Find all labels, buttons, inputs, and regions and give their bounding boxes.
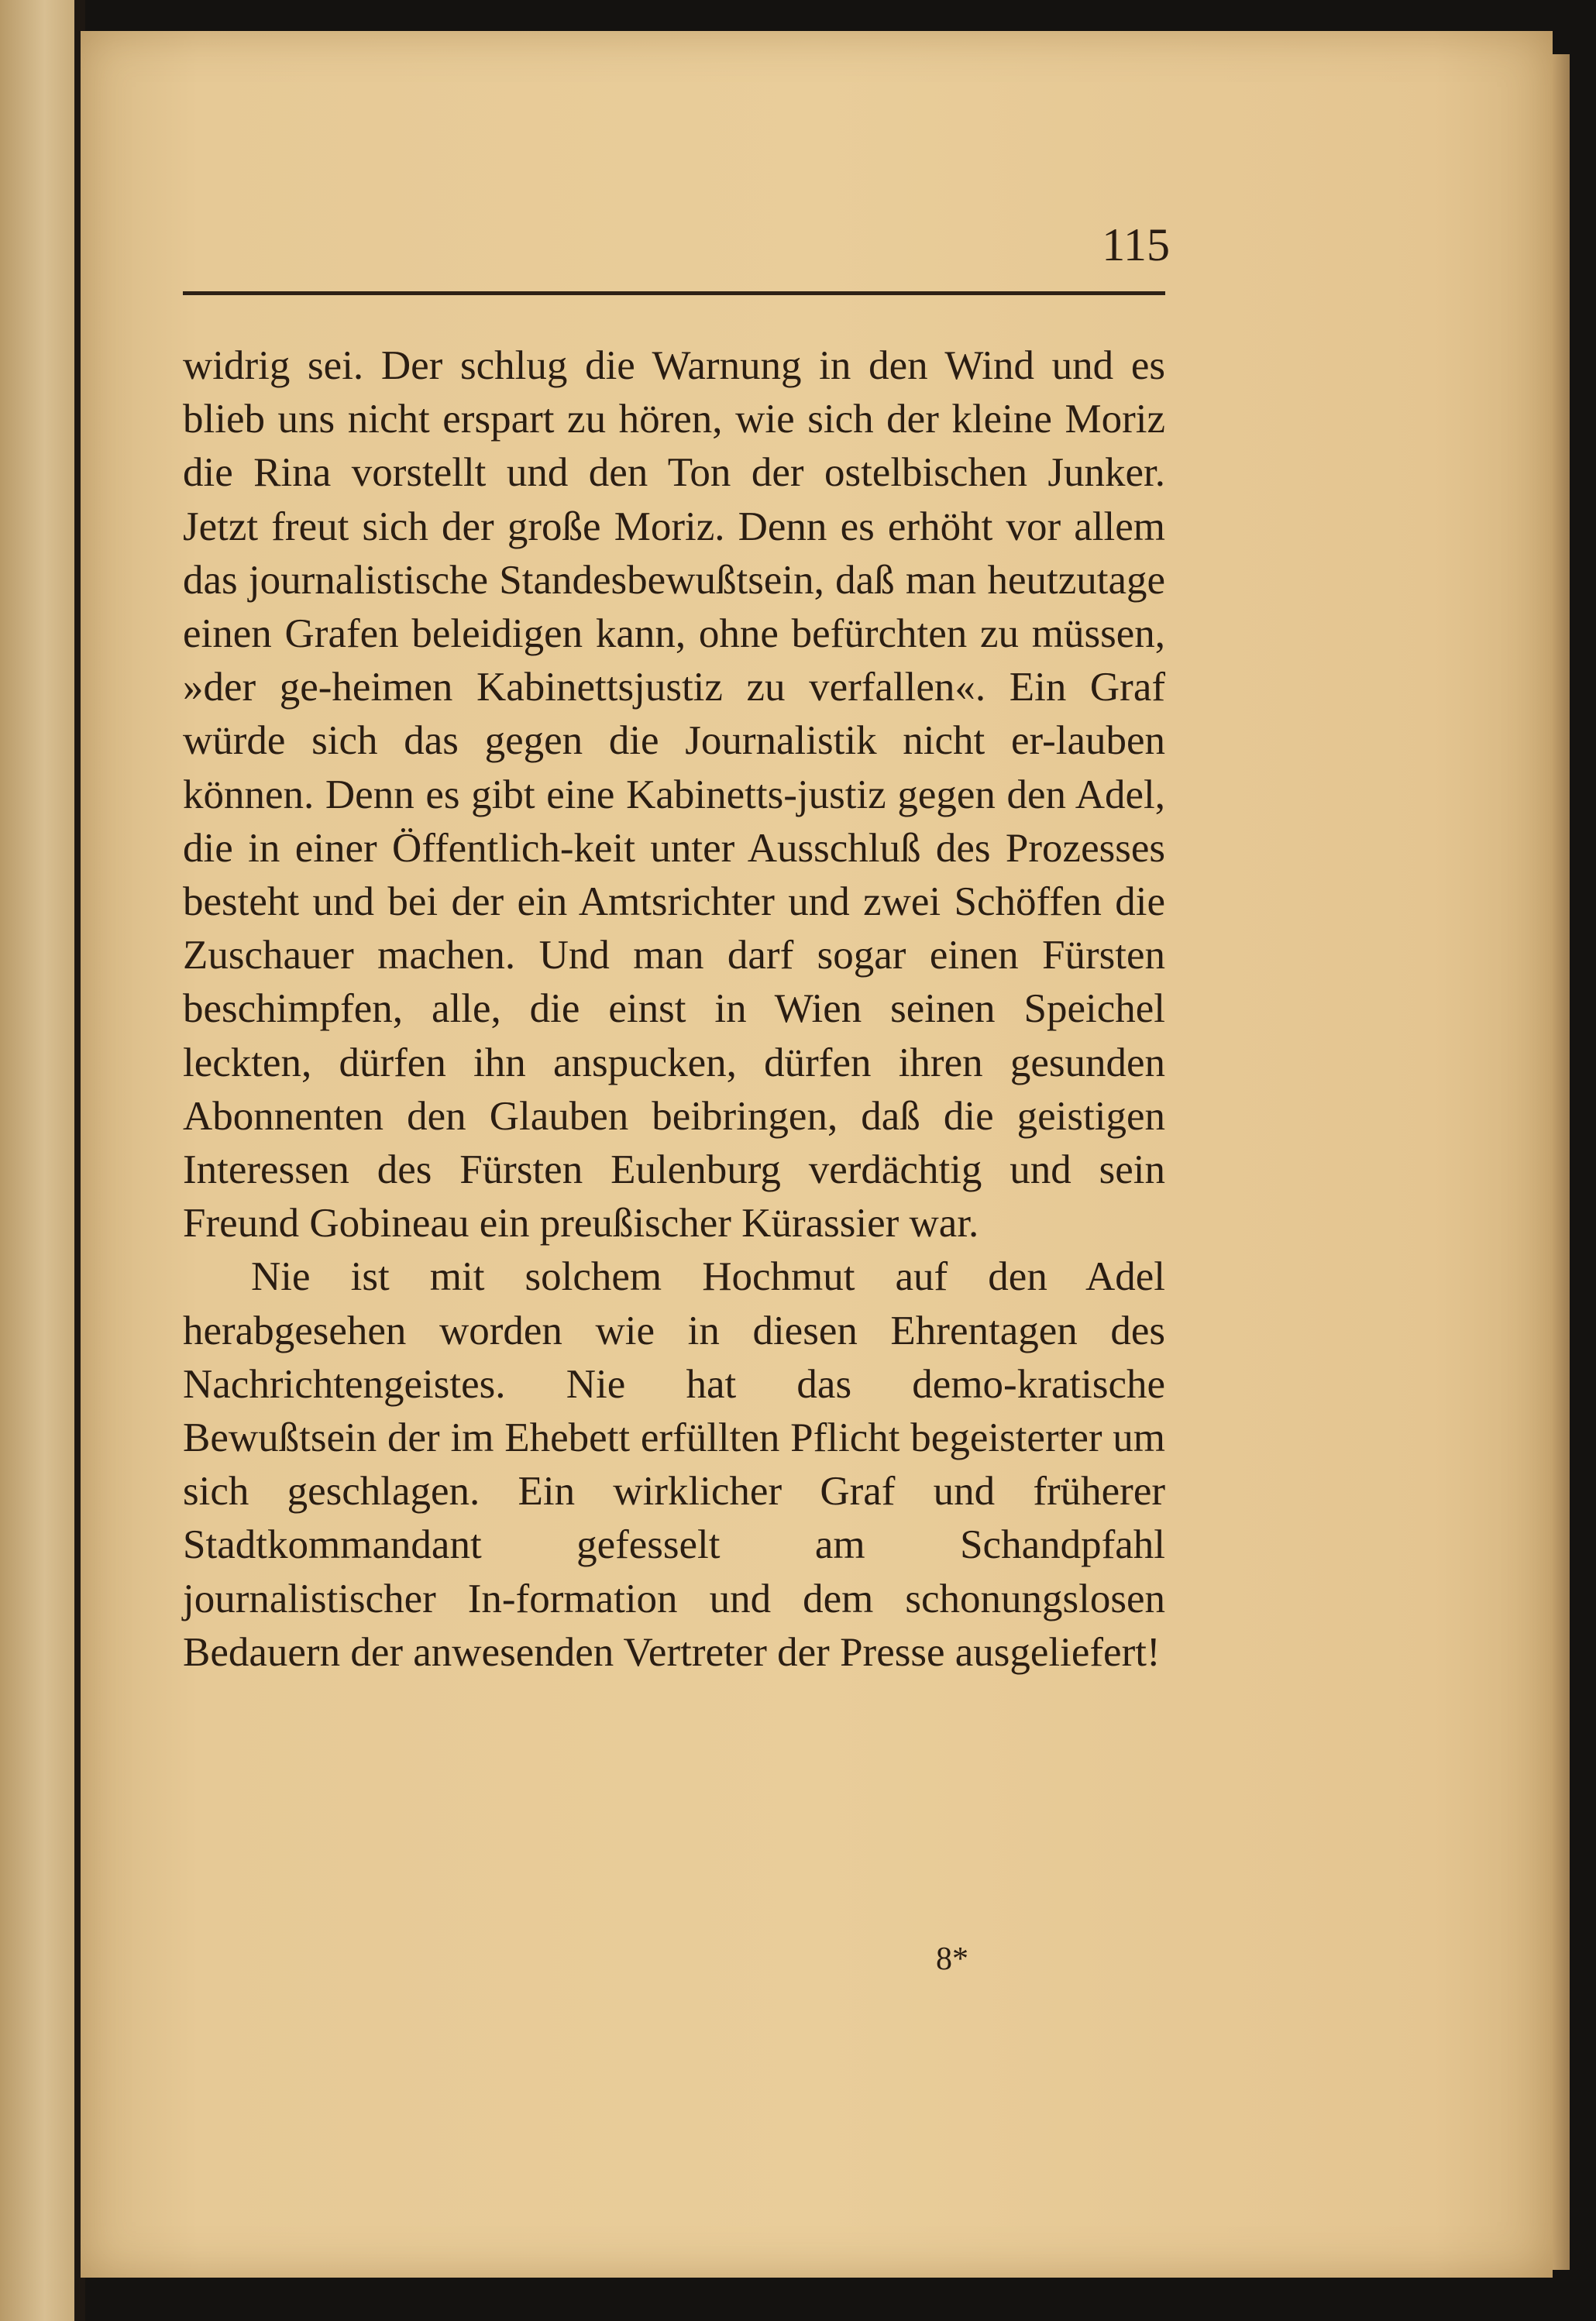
signature-mark: 8* (936, 1941, 968, 1977)
paragraph-2: Nie ist mit solchem Hochmut auf den Adel herabgesehen worden wie in diesen Ehrentagen des Nachrichtengeistes. Nie hat das demo-kratische Bewußtsein der im Ehebett erfüllten Pflicht begeisterter um sich geschlagen. Ein wirklicher Graf und früherer Stadtkommandant gefesselt am Schandpfahl journalistischer In-formation und dem schonungslosen Bedauern der anwesenden Vertreter der Presse ausgeliefert! (183, 1254, 1165, 1675)
page-number: 115 (1102, 219, 1170, 270)
body-text (183, 339, 1165, 1680)
page-stack-edge (1553, 54, 1570, 2270)
paragraph-1: widrig sei. Der schlug die Warnung in den Wind und es blieb uns nicht erspart zu hören, wie sich der kleine Moriz die Rina vorstellt und den Ton der ostelbischen Junker. Jetzt freut sich der große Moriz. Denn es erhöht vor allem das journalistische Standesbewußtsein, daß man heutzutage einen Grafen beleidigen kann, ohne befürchten zu müssen, »der ge-heimen Kabinettsjustiz zu verfallen«. Ein Graf würde sich das gegen die Journalistik nicht er-lauben können. Denn es gibt eine Kabinetts-justiz gegen den Adel, die in einer Öffentlich-keit unter Ausschluß des Prozesses besteht und bei der ein Amtsrichter und zwei Schöffen die Zuschauer machen. Und man darf sogar einen Fürsten beschimpfen, alle, die einst in Wien seinen Speichel leckten, dürfen ihn anspucken, dürfen ihren gesunden Abonnenten den Glauben beibringen, daß die geistigen Interessen des Fürsten Eulenburg verdächtig und sein Freund Gobineau ein preußischer Kürassier war. (183, 343, 1165, 1246)
header-rule (183, 291, 1165, 295)
adjacent-page-edge (0, 0, 79, 2321)
